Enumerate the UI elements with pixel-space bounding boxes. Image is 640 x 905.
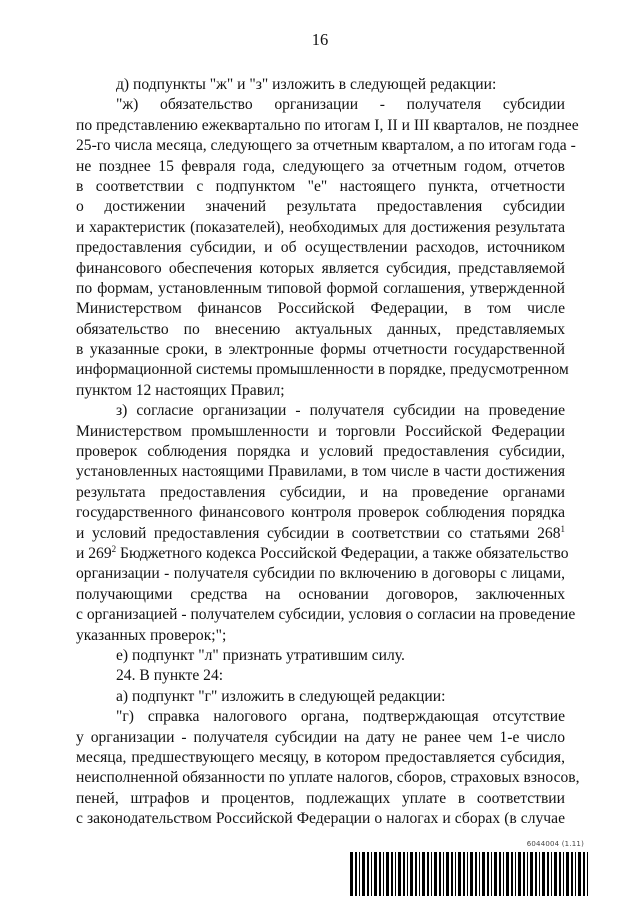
document-body: [76, 75, 580, 829]
text-line: получающими средства на основании договоров, заключенных: [76, 585, 565, 603]
text-line: месяца, предшествующего месяцу, в котором предоставляется субсидия,: [76, 748, 565, 766]
barcode-icon: [348, 852, 592, 896]
text-line: в соответствии с подпунктом "е" настоящего пункта, отчетности: [76, 177, 565, 195]
text-line: в указанные сроки, в электронные формы отчетности государственной: [76, 341, 565, 359]
text-line: организации - получателя субсидии по включению в договоры с лицами,: [76, 565, 565, 583]
text-line: предоставления субсидии, и об осуществлении расходов, источником: [76, 239, 565, 257]
text-line: пеней, штрафов и процентов, подлежащих уплате в соответствии: [76, 789, 565, 807]
text-line: 25-го числа месяца, следующего за отчетным кварталом, а по итогам года -: [76, 137, 576, 155]
superscript: 1: [560, 523, 565, 534]
text-line: Министерством финансов Российской Федерации, в том числе: [76, 300, 565, 318]
text-line: а) подпункт "г" изложить в следующей редакции:: [116, 687, 446, 705]
text-line: д) подпункты "ж" и "з" изложить в следующей редакции:: [116, 76, 497, 93]
page-number: 16: [311, 30, 329, 49]
text-line: и $269^2$ Бюджетного кодекса Российской Федерации, а также обязательство: [76, 543, 569, 562]
text-line: и условий предоставления субсидии в соответствии со статьями $268^1$: [76, 523, 565, 542]
text-line: установленных настоящими Правилами, в том числе в части достижения: [76, 463, 565, 481]
text-line: 24. В пункте 24:: [116, 667, 224, 685]
text-line: информационной системы промышленности в порядке, предусмотренном: [76, 361, 569, 379]
text-line: неисполненной обязанности по уплате налогов, сборов, страховых взносов,: [76, 769, 580, 787]
text-line: результата предоставления субсидии, и на проведение органами: [76, 483, 565, 501]
text-line: финансового обеспечения которых является субсидия, представляемой: [76, 259, 565, 277]
text-line: с законодательством Российской Федерации о налогах и сборах (в случае: [76, 810, 565, 828]
text-line: государственного финансового контроля проверок соблюдения порядка: [76, 504, 565, 522]
barcode-block: [348, 840, 592, 896]
text-line: з) согласие организации - получателя субсидии на проведение: [116, 402, 565, 420]
text-line: и характеристик (показателей), необходимых для достижения результата: [76, 218, 565, 236]
text-line: обязательство по внесению актуальных данных, представляемых: [76, 320, 565, 338]
text-line: "г) справка налогового органа, подтверждающая отсутствие: [116, 708, 565, 726]
text-line: с организацией - получателем субсидии, условия о согласии на проведение: [76, 606, 576, 624]
barcode-code: 6044004 (1.11): [526, 840, 584, 848]
text-line: не позднее 15 февраля года, следующего за отчетным годом, отчетов: [76, 157, 565, 175]
superscript: 2: [111, 543, 117, 554]
text-line: по представлению ежеквартально по итогам I, II и III кварталов, не позднее: [76, 116, 579, 134]
text-line: указанных проверок;";: [76, 626, 227, 644]
text-line: пунктом 12 настоящих Правил;: [76, 381, 285, 399]
text-line: у организации - получателя субсидии на дату не ранее чем 1-е число: [76, 728, 565, 746]
text-line: "ж) обязательство организации - получателя субсидии: [116, 96, 565, 114]
text-line: о достижении значений результата предоставления субсидии: [76, 198, 565, 216]
text-line: по формам, установленным типовой формой соглашения, утвержденной: [76, 279, 565, 297]
text-line: Министерством промышленности и торговли Российской Федерации: [76, 422, 565, 440]
text-line: проверок соблюдения порядка и условий предоставления субсидии,: [76, 443, 565, 461]
text-line: е) подпункт "л" признать утратившим силу.: [116, 646, 405, 664]
